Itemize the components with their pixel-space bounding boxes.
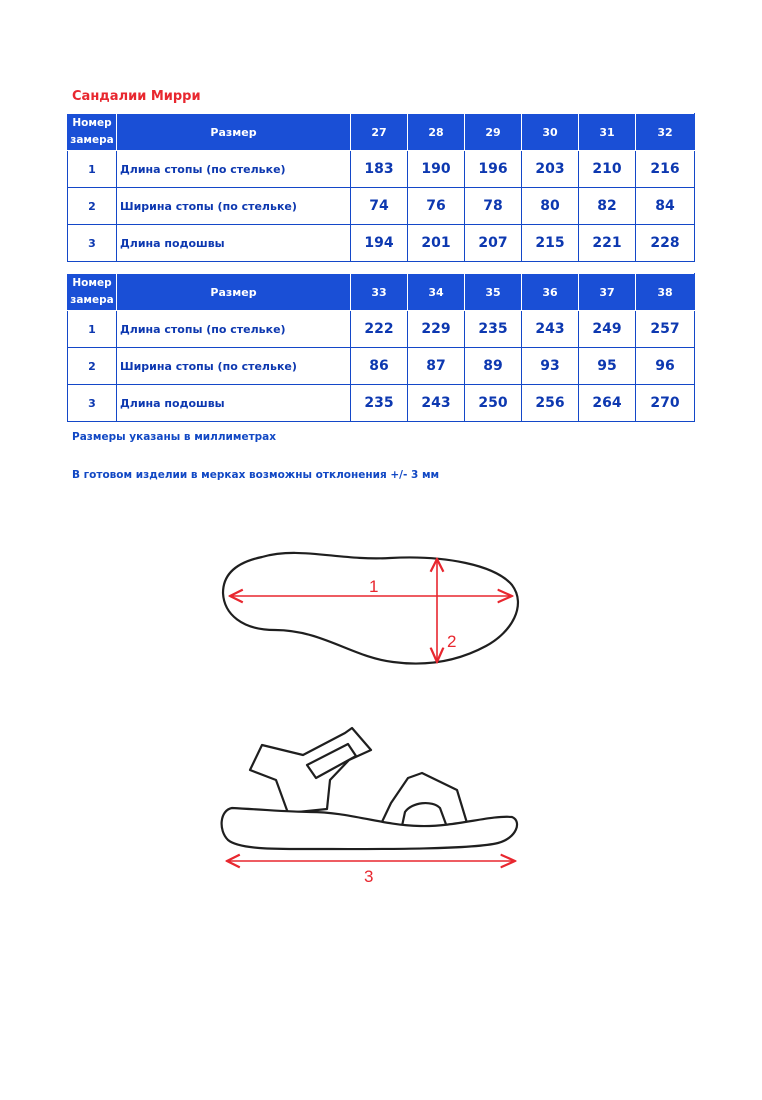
measure-number: 1 xyxy=(68,151,117,188)
measure-value: 76 xyxy=(408,188,465,225)
size-col-header: 35 xyxy=(465,274,522,311)
tolerance-note: В готовом изделии в мерках возможны отклонения +/- 3 мм xyxy=(72,469,440,481)
measure-value: 257 xyxy=(636,311,695,348)
measure-value: 243 xyxy=(522,311,579,348)
size-col-header: 37 xyxy=(579,274,636,311)
measure-value: 243 xyxy=(408,385,465,422)
sandal-side-view xyxy=(222,728,517,849)
measure-value: 194 xyxy=(351,225,408,262)
size-col-header: 38 xyxy=(636,274,695,311)
insole-outline xyxy=(223,553,518,664)
measure-2-label: 2 xyxy=(447,632,457,651)
measure-label: Ширина стопы (по стельке) xyxy=(117,348,351,385)
measure-value: 96 xyxy=(636,348,695,385)
measure-label: Длина стопы (по стельке) xyxy=(117,311,351,348)
measure-number: 1 xyxy=(68,311,117,348)
measure-value: 196 xyxy=(465,151,522,188)
measure-value: 86 xyxy=(351,348,408,385)
measure-value: 221 xyxy=(579,225,636,262)
number-header-line-1: Номер xyxy=(72,277,112,289)
measure-value: 183 xyxy=(351,151,408,188)
measure-value: 201 xyxy=(408,225,465,262)
measure-value: 74 xyxy=(351,188,408,225)
measure-value: 210 xyxy=(579,151,636,188)
measure-value: 89 xyxy=(465,348,522,385)
size-col-header: 29 xyxy=(465,114,522,151)
measure-value: 203 xyxy=(522,151,579,188)
measure-value: 235 xyxy=(351,385,408,422)
measure-value: 82 xyxy=(579,188,636,225)
measure-value: 87 xyxy=(408,348,465,385)
measure-value: 250 xyxy=(465,385,522,422)
size-col-header: 36 xyxy=(522,274,579,311)
measure-value: 256 xyxy=(522,385,579,422)
measure-number: 3 xyxy=(68,385,117,422)
measure-number: 2 xyxy=(68,348,117,385)
measure-value: 235 xyxy=(465,311,522,348)
measure-value: 84 xyxy=(636,188,695,225)
size-header: Размер xyxy=(117,274,351,311)
size-header: Размер xyxy=(117,114,351,151)
size-col-header: 27 xyxy=(351,114,408,151)
measure-value: 216 xyxy=(636,151,695,188)
measure-value: 222 xyxy=(351,311,408,348)
measure-value: 264 xyxy=(579,385,636,422)
measure-value: 229 xyxy=(408,311,465,348)
number-header-line-2: замера xyxy=(70,134,114,146)
size-col-header: 32 xyxy=(636,114,695,151)
size-col-header: 31 xyxy=(579,114,636,151)
measure-label: Длина подошвы xyxy=(117,385,351,422)
measure-value: 215 xyxy=(522,225,579,262)
measure-value: 190 xyxy=(408,151,465,188)
measure-value: 95 xyxy=(579,348,636,385)
measure-value: 78 xyxy=(465,188,522,225)
measure-label: Ширина стопы (по стельке) xyxy=(117,188,351,225)
number-header-line-1: Номер xyxy=(72,117,112,129)
size-col-header: 30 xyxy=(522,114,579,151)
measure-1-label: 1 xyxy=(369,577,379,596)
measure-label: Длина подошвы xyxy=(117,225,351,262)
measure-value: 249 xyxy=(579,311,636,348)
measure-label: Длина стопы (по стельке) xyxy=(117,151,351,188)
measure-number: 3 xyxy=(68,225,117,262)
page-title: Сандалии Мирри xyxy=(72,89,201,104)
size-col-header: 34 xyxy=(408,274,465,311)
measure-value: 93 xyxy=(522,348,579,385)
measure-value: 228 xyxy=(636,225,695,262)
measure-number: 2 xyxy=(68,188,117,225)
measure-value: 270 xyxy=(636,385,695,422)
units-note: Размеры указаны в миллиметрах xyxy=(72,431,277,443)
measure-3-label: 3 xyxy=(364,867,374,886)
size-col-header: 33 xyxy=(351,274,408,311)
measure-value: 80 xyxy=(522,188,579,225)
size-col-header: 28 xyxy=(408,114,465,151)
measure-value: 207 xyxy=(465,225,522,262)
number-header-line-2: замера xyxy=(70,294,114,306)
